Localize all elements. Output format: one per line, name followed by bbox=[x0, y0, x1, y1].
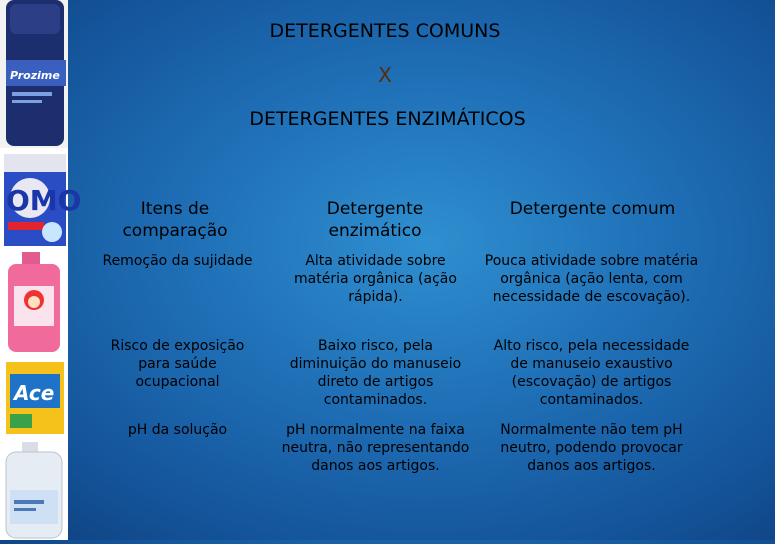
svg-text:OMO: OMO bbox=[6, 184, 82, 217]
row-ph-enzimatico: pH normalmente na faixa neutra, não representando danos aos artigos. bbox=[281, 422, 470, 474]
omo-box-image bbox=[0, 150, 82, 248]
row-risco-comum: Alto risco, pela necessidade de manuseio exaustivo (escovação) de artigos contaminados. bbox=[493, 338, 690, 408]
column-header-itens: Itens de comparação bbox=[122, 199, 228, 241]
row-ph-item: pH da solução bbox=[127, 422, 228, 438]
pink-bottle-image bbox=[0, 250, 68, 356]
ace-box-image bbox=[0, 358, 68, 438]
white-jug-image bbox=[0, 440, 68, 540]
title-detergentes-enzimaticos: DETERGENTES ENZIMÁTICOS bbox=[249, 108, 526, 130]
title-detergentes-comuns: DETERGENTES COMUNS bbox=[269, 20, 501, 42]
column-header-comum: Detergente comum bbox=[509, 199, 676, 219]
row-risco-enzimatico: Baixo risco, pela diminuição do manuseio direto de artigos contaminados. bbox=[289, 338, 462, 408]
svg-text:Prozime: Prozime bbox=[10, 69, 60, 82]
row-ph-comum: Normalmente não tem pH neutro, podendo provocar danos aos artigos. bbox=[500, 422, 683, 474]
row-risco-item: Risco de exposição para saúde ocupacional bbox=[110, 338, 245, 390]
column-header-enzimatico: Detergente enzimático bbox=[326, 199, 424, 241]
row-sujidade-comum: Pouca atividade sobre matéria orgânica (ação lenta, com necessidade de escovação). bbox=[484, 253, 699, 305]
row-sujidade-enzimatico: Alta atividade sobre matéria orgânica (ação rápida). bbox=[294, 253, 457, 305]
title-versus: X bbox=[378, 63, 392, 87]
svg-text:Ace: Ace bbox=[14, 381, 55, 405]
row-sujidade-item: Remoção da sujidade bbox=[102, 253, 253, 269]
